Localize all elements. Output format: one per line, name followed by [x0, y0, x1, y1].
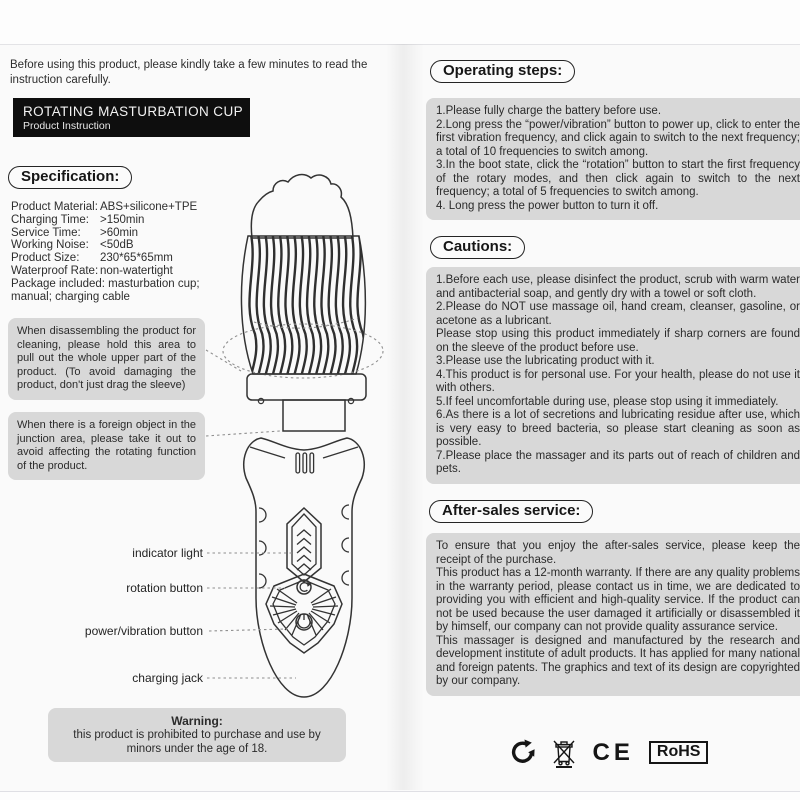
- cautions-box: 1.Before each use, please disinfect the product, scrub with warm water and antibacterial soap, and gently dry with a towel or soft cloth. 2.Please do NOT use massage oil, hand cream, cleanser, gasoline, or acetone as a lubricant. Please stop using this product immediately if sharp corners are found on the sleeve of the product before use. 3.Please use the lubricating product with it. 4.This product is for personal use. For your health, please do not use it with others. 5.If feel uncomfortable during use, please stop using it immediately. 6.As there is a lot of secretions and lubricating residue after use, which is very easy to breed bacteria, so please start cleaning as soon as possible. 7.Please place the massager and its parts out of reach of children and pets.: [426, 267, 800, 484]
- certification-marks: [426, 737, 790, 768]
- handle-body: [244, 438, 365, 697]
- weee-crossed-bin-icon: [550, 737, 578, 768]
- rohs-badge: RoHS: [649, 741, 709, 764]
- warning-box: [48, 708, 346, 762]
- label-charging-jack: charging jack: [132, 671, 203, 685]
- spec-row: Product Size: 230*65*65mm: [11, 252, 173, 265]
- indicator-chevrons-icon: [297, 530, 311, 570]
- operating-steps-box: 1.Please fully charge the battery before use. 2.Long press the “power/vibration” button to power up, click to enter the first vibration frequency, and click again to switch to the next frequency; a total of 10 frequencies to switch among. 3.In the boot state, click the “rotation” button to start the first frequency of the rotary modes, and then click again to switch to the next frequency; a total of 5 frequencies to switch among. 4. Long press the power button to turn it off.: [426, 98, 800, 220]
- sleeve-stripes: [249, 230, 364, 380]
- connector-plug: [283, 400, 345, 431]
- spec-row: Product Material: ABS+silicone+TPE: [11, 201, 198, 213]
- leader-note-foreign-object: [206, 431, 280, 436]
- spec-row: Charging Time: >150min: [11, 213, 145, 226]
- spec-package-line: manual; charging cable: [11, 290, 130, 303]
- leader-power-button: [209, 629, 287, 631]
- after-sales-box: To ensure that you enjoy the after-sales service, please keep the receipt of the purchase. This product has a 12-month warranty. If there are any quality problems in the warranty period, please contact us in time, we are dedicated to providing you with efficient and high-quality service. If the product can not be used because the user damaged it artificially or disassembled it by himself, our company can not provide quality assurance service. This massager is designed and manufactured by the research and development institute of adult products. It has applied for many national and foreign patents. The graphics and text of its design are copyrighted by our company.: [426, 533, 800, 696]
- base-foot: [348, 398, 353, 403]
- cautions-heading: Cautions:: [430, 236, 525, 259]
- operating-steps-heading: Operating steps:: [430, 60, 575, 83]
- label-indicator-light: indicator light: [132, 546, 203, 560]
- specification-heading: Specification:: [8, 166, 132, 189]
- cup-base-band: [247, 374, 366, 400]
- cup-cap: [251, 175, 353, 238]
- product-subtitle: Product Instruction: [23, 119, 111, 132]
- green-dot-recycle-icon: [508, 739, 535, 766]
- ce-mark: CE: [592, 738, 634, 766]
- label-rotation-button: rotation button: [126, 581, 203, 595]
- warning-heading: Warning:: [171, 714, 223, 728]
- intro-text: Before using this product, please kindly take a few minutes to read the instruction carefully.: [10, 59, 368, 86]
- leader-note-disassembly: [206, 350, 241, 371]
- base-foot: [258, 398, 263, 403]
- note-foreign-object: When there is a foreign object in the junction area, please take it out to avoid affecting the rotating function of the product.: [8, 412, 205, 480]
- warning-body: this product is prohibited to purchase and use by minors under the age of 18.: [73, 729, 321, 755]
- spec-row: Working Noise: <50dB: [11, 239, 134, 252]
- vent-slots: [296, 453, 314, 473]
- spec-package-line: Package included: masturbation cup;: [11, 277, 200, 290]
- handle-shoulder-line: [323, 447, 358, 458]
- label-power-vibration-button: power/vibration button: [84, 624, 203, 638]
- handle-shoulder-line: [250, 447, 285, 458]
- after-sales-heading: After-sales service:: [429, 500, 593, 523]
- indicator-panel-inner: [292, 514, 316, 575]
- note-disassembly: When disassembling the product for cleaning, please hold this area to pull out the whole upper part of the product. (To avoid damaging the product, don't just drag the sleeve): [8, 318, 205, 400]
- spec-row: Waterproof Rate: non-watertight: [11, 264, 173, 277]
- product-title: ROTATING MASTURBATION CUP: [23, 103, 244, 119]
- junction-dashed-curve: [254, 318, 358, 328]
- product-title-block: [13, 98, 250, 137]
- spec-row: Service Time: >60min: [11, 226, 139, 239]
